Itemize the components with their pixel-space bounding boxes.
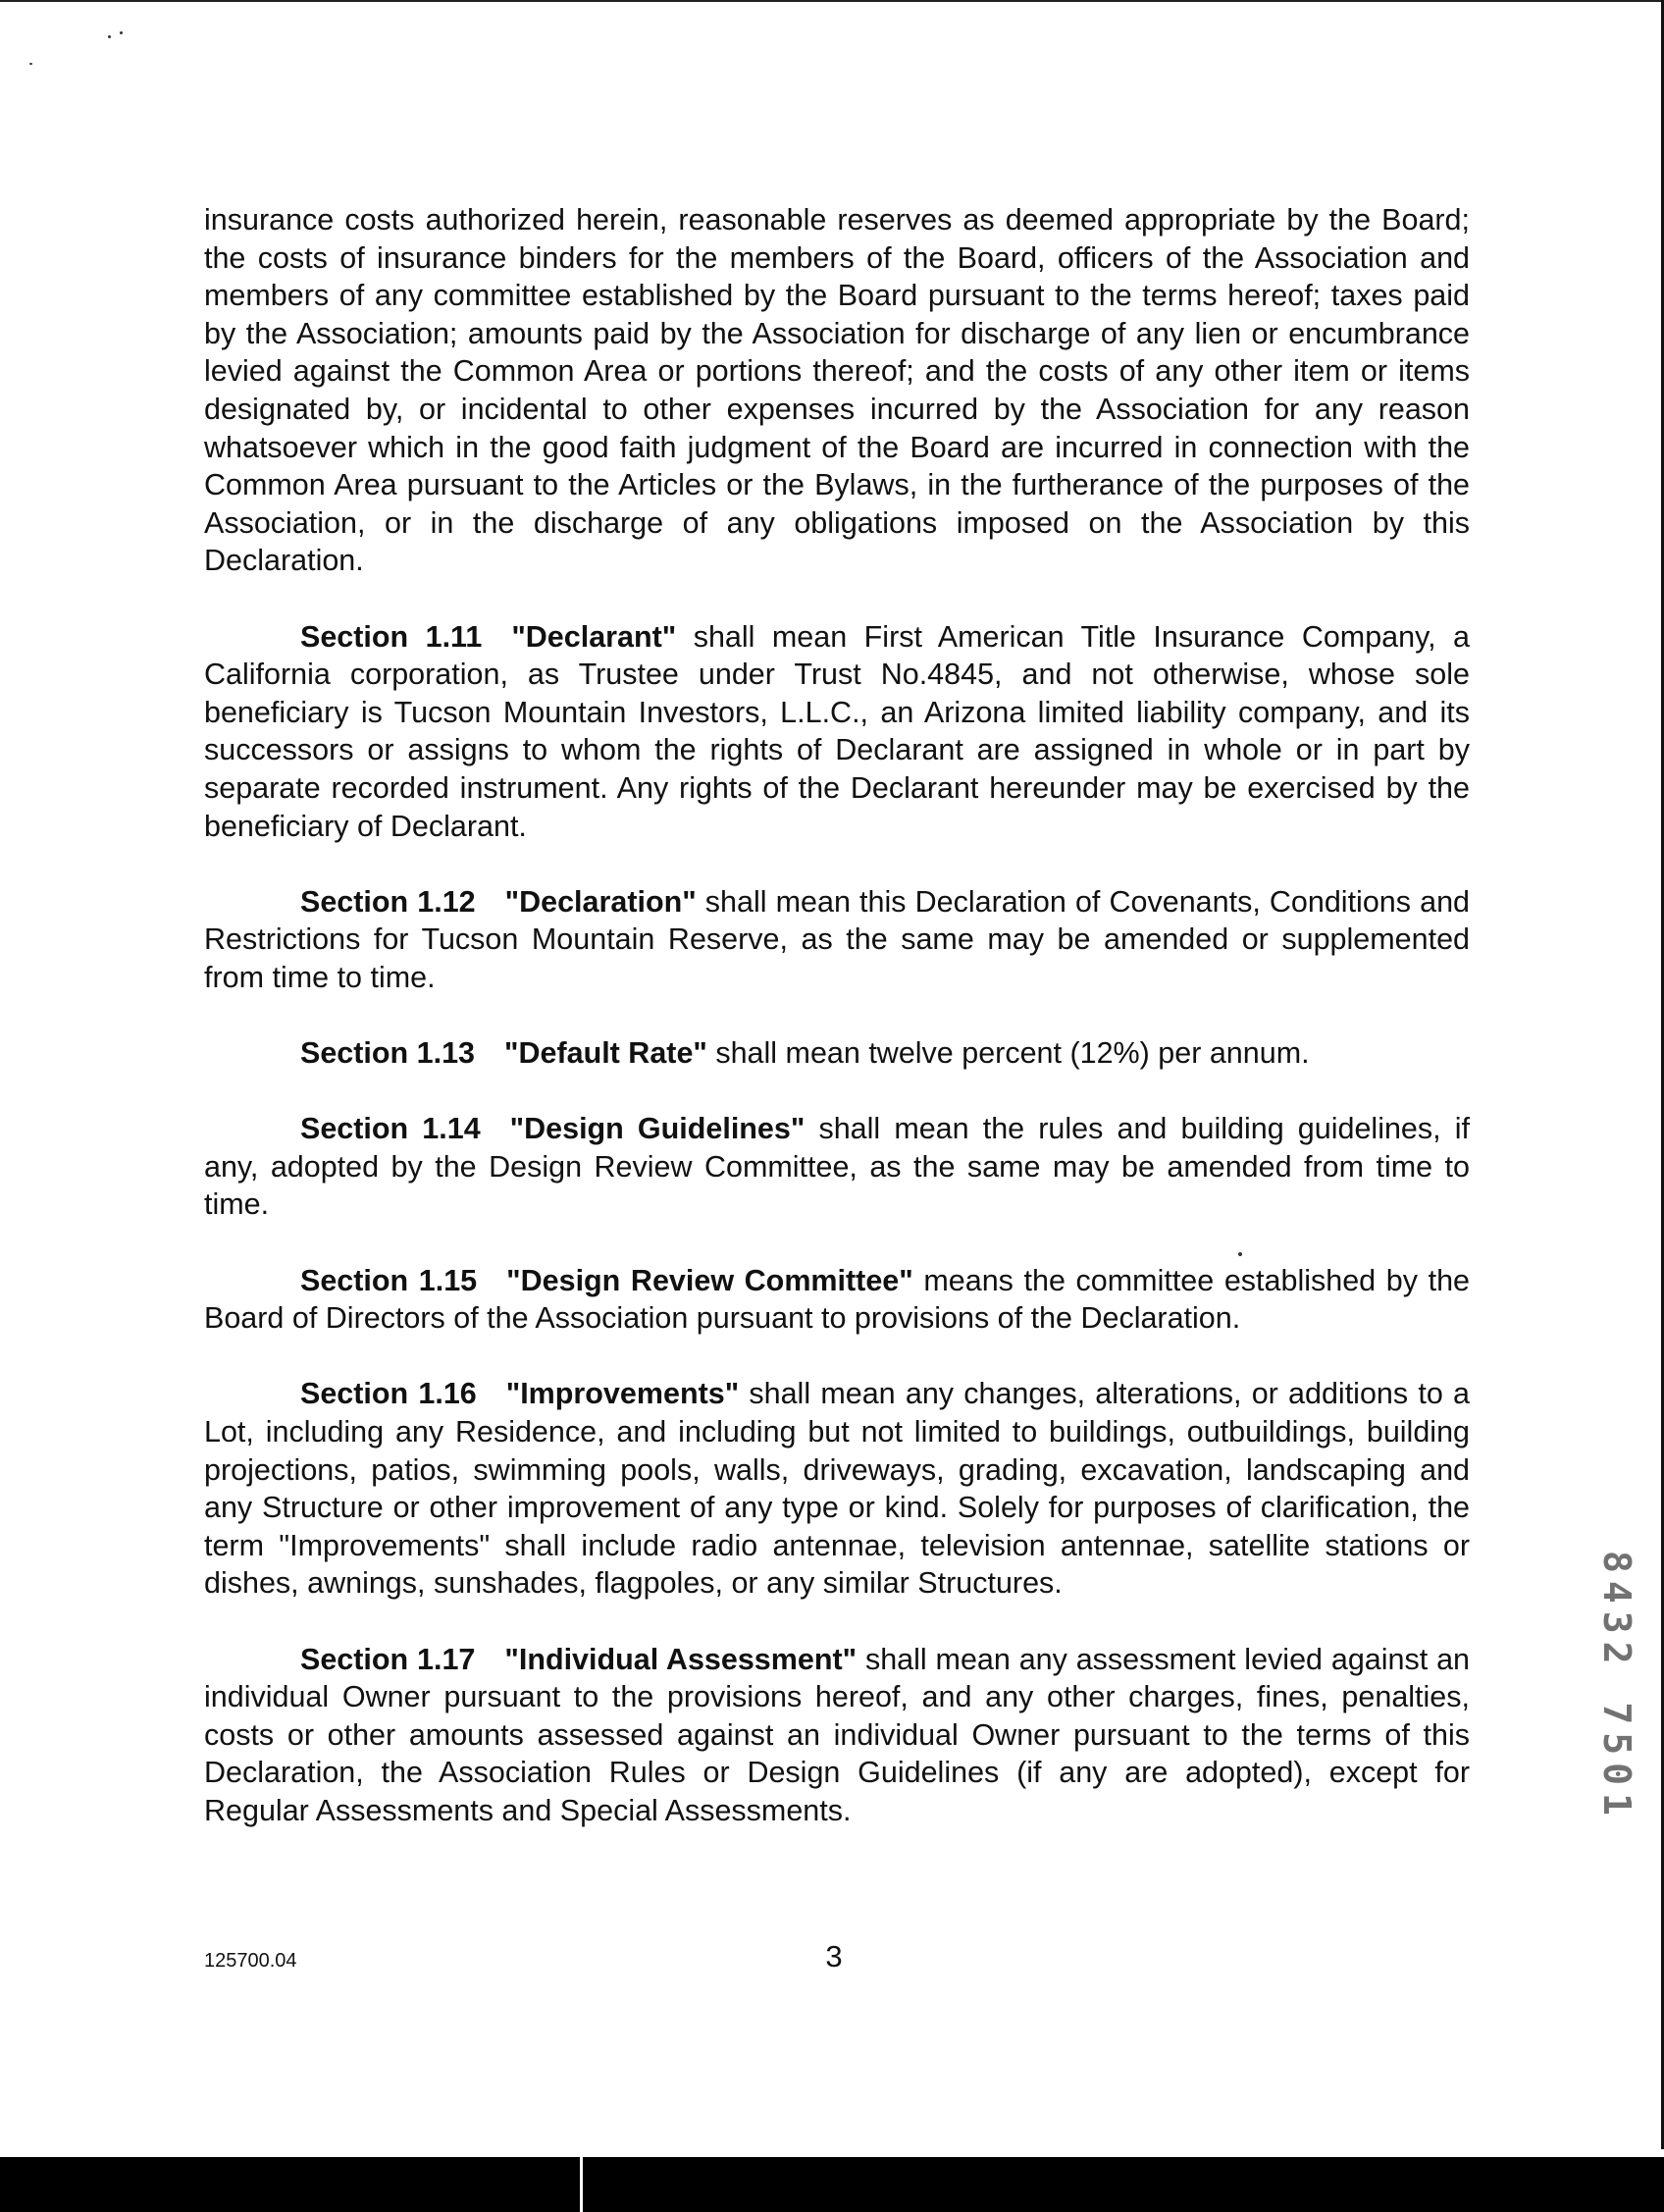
document-code: 125700.04 [204,1950,297,1972]
scan-speck [29,63,32,65]
defined-term: "Individual Assessment" [504,1642,858,1676]
scan-speck [120,31,123,34]
section-label: Section 1.16 [300,1377,477,1411]
section-1-14 [204,1110,1470,1224]
section-label: Section 1.14 [300,1112,481,1146]
section-1-12 [204,883,1470,997]
section-1-17 [204,1641,1470,1830]
document-body [204,201,1470,1830]
defined-term: "Default Rate" [504,1036,707,1071]
paragraph-text: insurance costs authorized herein, reasonable reserves as deemed appropriate by the Board; the costs of insurance binders for the members of the Board, officers of the Association and members of any committee established by the Board pursuant to the terms hereof; taxes paid by the Association; amounts paid by the Association for discharge of any lien or encumbrance levied against the Common Area or portions thereof; and the costs of any other item or items designated by, or incidental to other expenses incurred by the Association for any reason whatsoever which in the good faith judgment of the Board are incurred in connection with the Common Area pursuant to the Articles or the Bylaws, in the furtherance of the purposes of the Association, or in the discharge of any obligations imposed on the Association by this Declaration. [204,203,1470,578]
recording-stamp-text: 8432 7501 [1595,1551,1638,1823]
section-text: shall mean this Declaration of Covenants, Conditions and Restrictions for Tucson Mountain Reserve, as the same may be amended or supplemented from time to time. [204,884,1471,994]
section-text: shall mean any changes, alterations, or additions to a Lot, including any Residence, and including but not limited to buildings, outbuildings, building projections, patios, swimming pools, walls, driveways, grading, excavation, landscaping and any Structure or other improvement of any type or kind. Solely for purposes of clarification, the term "Improvements" shall include radio antennae, television antennae, satellite stations or dishes, awnings, sunshades, flagpoles, or any similar Structures. [204,1377,1470,1601]
scan-speck [108,35,111,38]
defined-term: "Declarant" [511,619,677,654]
section-text: shall mean twelve percent (12%) per annum. [706,1036,1310,1071]
section-1-15 [204,1262,1470,1338]
defined-term: "Design Guidelines" [509,1112,806,1146]
defined-term: "Improvements" [505,1377,740,1411]
section-label: Section 1.17 [300,1642,476,1676]
recording-stamp [1595,1551,1664,1884]
section-1-13 [204,1034,1470,1073]
section-label: Section 1.11 [300,619,483,654]
section-label: Section 1.15 [300,1263,478,1297]
scan-bottom-band [0,2157,1664,2212]
section-text: means the committee established by the Board of Directors of the Association pursuant to provisions of the Declaration. [204,1263,1470,1336]
section-label: Section 1.13 [300,1036,475,1071]
paragraph-continuation [204,201,1470,580]
scan-top-edge [0,0,1664,2]
section-text: shall mean any assessment levied against an individual Owner pursuant to the provisions hereof, and any other charges, fines, penalties, costs or other amounts assessed against an individual Owner pursuant to the terms of this Declaration, the Association Rules or Design Guidelines (if any are adopted), except for Regular Assessments and Special Assessments. [204,1642,1470,1827]
defined-term: "Design Review Committee" [506,1263,913,1297]
defined-term: "Declaration" [504,884,697,919]
section-1-16 [204,1375,1470,1603]
page-number: 3 [825,1939,843,1974]
section-text: shall mean First American Title Insurance Company, a California corporation, as Trustee under Trust No.4845, and not otherwise, whose sole beneficiary is Tucson Mountain Investors, L.L.C., an Arizona limited liability company, and its successors or assigns to whom the rights of Declarant are assigned in whole or in part by separate recorded instrument. Any rights of the Declarant hereunder may be exercised by the beneficiary of Declarant. [204,619,1470,843]
section-1-11 [204,618,1470,846]
section-label: Section 1.12 [300,884,476,919]
section-text: shall mean the rules and building guidelines, if any, adopted by the Design Review Committee, as the same may be amended from time to time. [204,1112,1470,1222]
scan-bottom-gap [580,2157,583,2212]
